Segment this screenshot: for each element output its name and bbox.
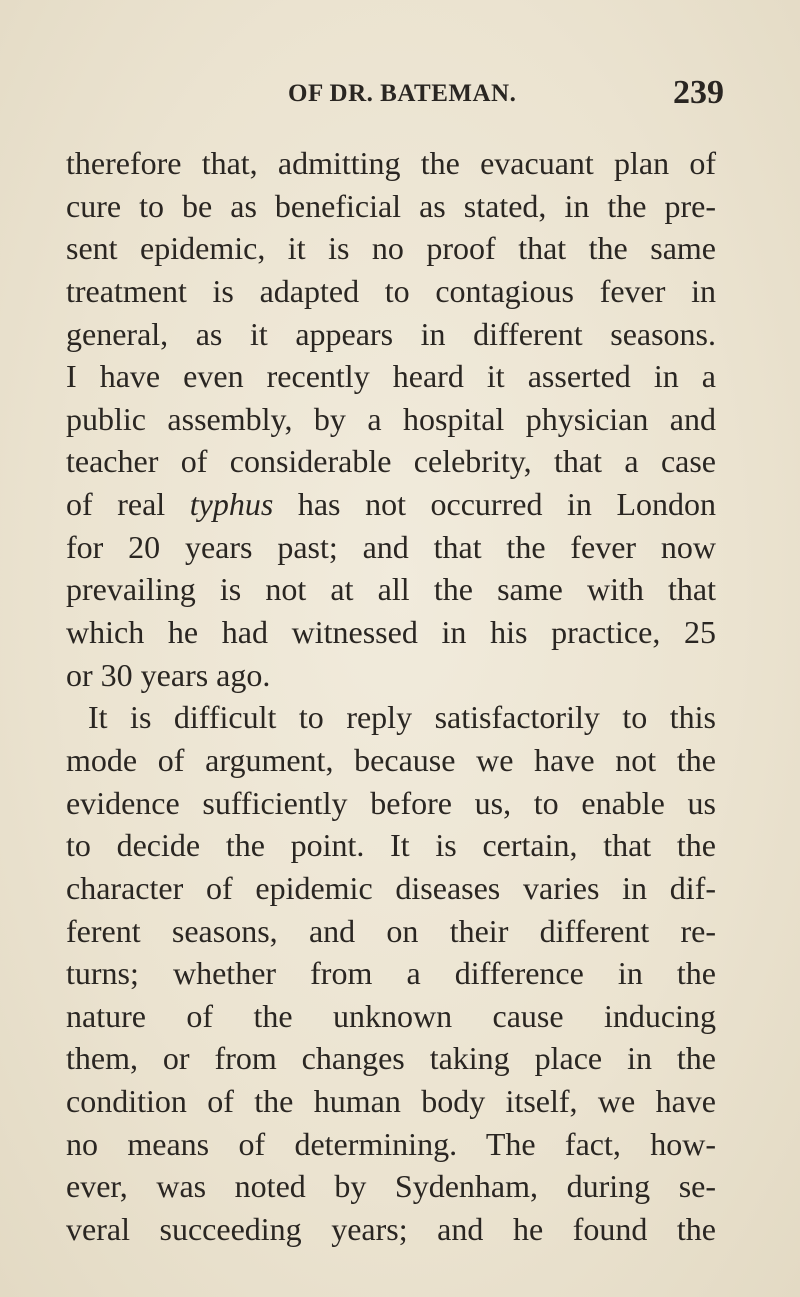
text-line: ever, was noted by Sydenham, during se- (66, 1168, 716, 1205)
body-text (66, 142, 716, 1251)
text-line: turns; whether from a difference in the (66, 955, 716, 992)
text-line: treatment is adapted to contagious fever in (66, 272, 716, 309)
paragraph-end-line: or 30 years ago. (66, 656, 271, 693)
running-head-title: OF DR. BATEMAN. (288, 80, 517, 107)
text-line: prevailing is not at all the same with that (66, 571, 716, 608)
text-line: therefore that, admitting the evacuant plan of (66, 145, 716, 181)
text-line: character of epidemic diseases varies in dif- (66, 869, 716, 906)
text-line: cure to be as beneficial as stated, in the pre- (66, 187, 716, 224)
running-head (68, 74, 724, 118)
text-line: general, as it appears in different seasons. (66, 315, 716, 352)
italic-term: typhus (189, 486, 274, 523)
text-line: teacher of considerable celebrity, that a case (66, 443, 716, 480)
page-number: 239 (673, 74, 724, 111)
text-line: sent epidemic, it is no proof that the same (66, 230, 716, 267)
text-line: ferent seasons, and on their different re- (66, 912, 716, 949)
text-line: I have even recently heard it asserted in a (66, 358, 716, 395)
text-line: no means of determining. The fact, how- (66, 1125, 716, 1162)
text-line: to decide the point. It is certain, that the (66, 827, 716, 864)
text-line: them, or from changes taking place in the (66, 1040, 716, 1077)
text-line: nature of the unknown cause inducing (66, 997, 716, 1034)
text-line: condition of the human body itself, we have (66, 1083, 716, 1120)
text-line: mode of argument, because we have not the (66, 741, 716, 778)
text-line: public assembly, by a hospital physician and (66, 400, 716, 437)
text-segment: of real (66, 486, 190, 523)
text-line: for 20 years past; and that the fever now (66, 528, 716, 565)
text-line: evidence sufficiently before us, to enable us (66, 784, 716, 821)
text-line: which he had witnessed in his practice, 25 (66, 614, 716, 651)
paragraph-start-line: It is difficult to reply satisfactorily to this (88, 699, 716, 736)
text-segment: has not occurred in London (273, 486, 716, 523)
text-line (66, 483, 716, 526)
text-line: veral succeeding years; and he found the (66, 1211, 716, 1248)
